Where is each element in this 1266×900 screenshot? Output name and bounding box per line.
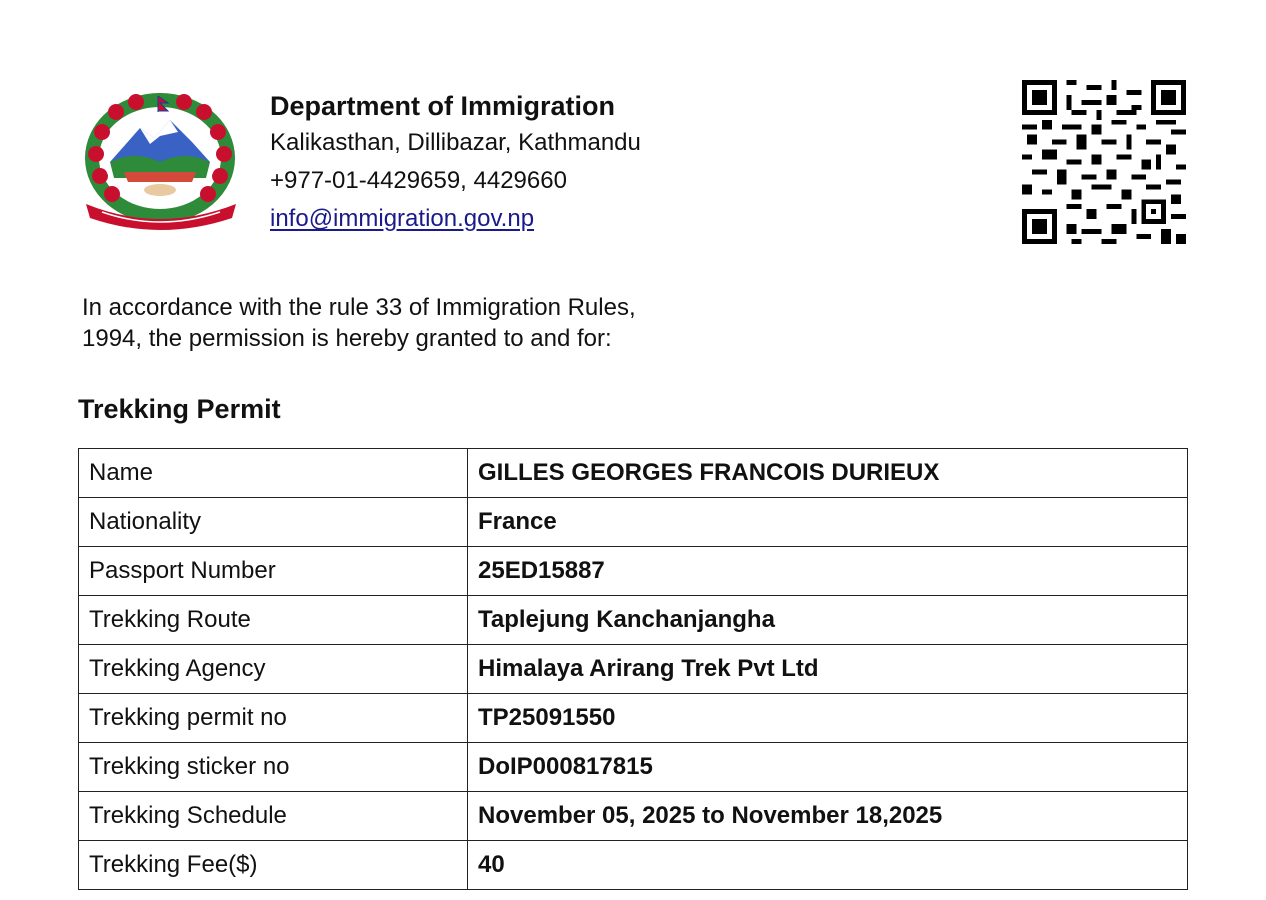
row-value: 25ED15887 bbox=[468, 547, 1188, 596]
row-label: Name bbox=[79, 449, 468, 498]
row-label: Trekking Agency bbox=[79, 645, 468, 694]
department-title: Department of Immigration bbox=[270, 91, 616, 121]
permit-title: Trekking Permit bbox=[78, 394, 281, 424]
intro-paragraph bbox=[82, 292, 702, 354]
row-value: DoIP000817815 bbox=[468, 743, 1188, 792]
row-label: Trekking Schedule bbox=[79, 792, 468, 841]
table-row bbox=[79, 792, 1188, 841]
row-value: GILLES GEORGES FRANCOIS DURIEUX bbox=[468, 449, 1188, 498]
row-label: Trekking permit no bbox=[79, 694, 468, 743]
department-phone: +977-01-4429659, 4429660 bbox=[270, 167, 567, 194]
row-value: Taplejung Kanchanjangha bbox=[468, 596, 1188, 645]
row-label: Trekking Fee($) bbox=[79, 841, 468, 890]
row-label: Trekking Route bbox=[79, 596, 468, 645]
intro-line-2: 1994, the permission is hereby granted to and for: bbox=[82, 325, 612, 352]
permit-table bbox=[78, 448, 1188, 890]
table-row bbox=[79, 694, 1188, 743]
table-row bbox=[79, 498, 1188, 547]
row-label: Nationality bbox=[79, 498, 468, 547]
header-block bbox=[270, 88, 641, 238]
table-row bbox=[79, 841, 1188, 890]
table-row bbox=[79, 547, 1188, 596]
row-value: November 05, 2025 to November 18,2025 bbox=[468, 792, 1188, 841]
table-row bbox=[79, 645, 1188, 694]
row-value: Himalaya Arirang Trek Pvt Ltd bbox=[468, 645, 1188, 694]
row-value: TP25091550 bbox=[468, 694, 1188, 743]
table-row bbox=[79, 596, 1188, 645]
row-label: Passport Number bbox=[79, 547, 468, 596]
intro-line-1: In accordance with the rule 33 of Immigration Rules, bbox=[82, 294, 636, 321]
row-label: Trekking sticker no bbox=[79, 743, 468, 792]
department-email-link[interactable]: info@immigration.gov.np bbox=[270, 205, 535, 232]
row-value: France bbox=[468, 498, 1188, 547]
table-row bbox=[79, 743, 1188, 792]
department-address: Kalikasthan, Dillibazar, Kathmandu bbox=[270, 129, 641, 156]
row-value: 40 bbox=[468, 841, 1188, 890]
table-row bbox=[79, 449, 1188, 498]
qr-code-icon bbox=[1022, 80, 1186, 244]
nepal-emblem-icon bbox=[80, 92, 242, 234]
